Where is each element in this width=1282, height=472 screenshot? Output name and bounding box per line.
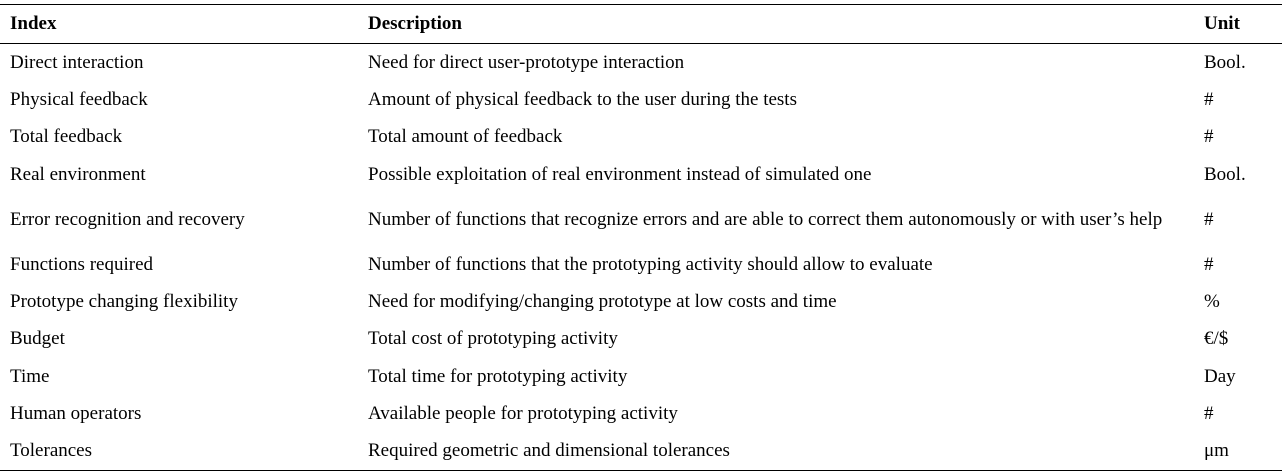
table-row	[0, 44, 1282, 82]
cell-description: Possible exploitation of real environment instead of simulated one	[368, 163, 872, 185]
cell-unit: #	[1204, 403, 1214, 425]
cell-description: Available people for prototyping activity	[368, 403, 678, 425]
cell-unit: €/$	[1204, 328, 1229, 350]
cell-unit: #	[1204, 208, 1214, 230]
cell-unit: %	[1204, 291, 1220, 313]
table-row	[0, 283, 1282, 320]
cell-index: Prototype changing flexibility	[10, 291, 238, 313]
header-index: Index	[0, 5, 368, 44]
cell-unit: μm	[1204, 433, 1282, 471]
cell-index: Human operators	[10, 403, 142, 425]
cell-description: Need for direct user-prototype interaction	[368, 51, 685, 73]
table-row	[0, 156, 1282, 193]
index-table	[0, 4, 1282, 471]
cell-unit: Bool.	[1204, 51, 1246, 73]
cell-unit: #	[1204, 253, 1214, 275]
cell-description: Required geometric and dimensional tolerances	[368, 433, 1204, 471]
cell-index: Total feedback	[10, 126, 123, 148]
cell-unit: Day	[1204, 365, 1236, 387]
cell-index: Functions required	[10, 253, 154, 275]
cell-unit: Bool.	[1204, 163, 1246, 185]
header-description: Description	[368, 5, 1204, 44]
cell-description: Number of functions that recognize errors and are able to correct them autonomously or with user’s help	[368, 208, 1163, 230]
cell-description: Total amount of feedback	[368, 126, 563, 148]
cell-index: Real environment	[10, 163, 146, 185]
cell-index: Tolerances	[0, 433, 368, 471]
cell-description: Amount of physical feedback to the user during the tests	[368, 88, 797, 110]
table-row	[0, 246, 1282, 283]
table-row	[0, 193, 1282, 246]
cell-description: Total cost of prototyping activity	[368, 328, 618, 350]
cell-description: Need for modifying/changing prototype at low costs and time	[368, 291, 837, 313]
cell-index: Direct interaction	[10, 51, 144, 73]
table-row	[0, 358, 1282, 395]
cell-description: Number of functions that the prototyping activity should allow to evaluate	[368, 253, 933, 275]
table-row	[0, 433, 1282, 471]
header-unit: Unit	[1204, 5, 1282, 44]
table-row	[0, 81, 1282, 118]
cell-index: Time	[10, 365, 50, 387]
cell-index: Budget	[10, 328, 65, 350]
table-header-row	[0, 5, 1282, 44]
table-row	[0, 321, 1282, 358]
table-row	[0, 395, 1282, 432]
cell-unit: #	[1204, 88, 1214, 110]
table-row	[0, 119, 1282, 156]
cell-index: Error recognition and recovery	[10, 208, 245, 230]
index-table-container	[0, 4, 1282, 471]
cell-index: Physical feedback	[10, 88, 148, 110]
cell-unit: #	[1204, 126, 1214, 148]
cell-description: Total time for prototyping activity	[368, 365, 628, 387]
